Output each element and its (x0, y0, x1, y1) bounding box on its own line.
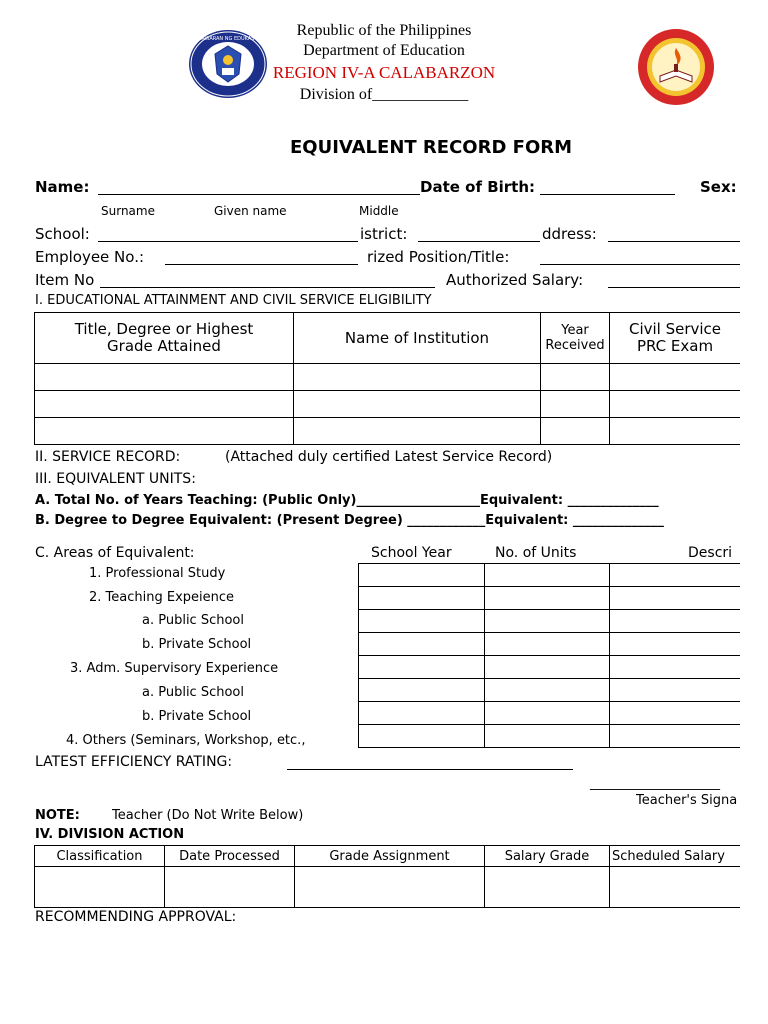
col-institution: Name of Institution (294, 313, 541, 364)
form-title: EQUIVALENT RECORD FORM (290, 137, 573, 158)
education-table (34, 312, 740, 445)
school-label: School: (35, 225, 90, 243)
name-field[interactable] (98, 194, 420, 195)
header-republic: Republic of the Philippines (296, 22, 472, 39)
area-item: a. Public School (142, 685, 244, 700)
area-item: 1. Professional Study (89, 566, 226, 581)
table-row (359, 633, 741, 656)
sex-label: Sex: (700, 178, 737, 196)
col-no-units: No. of Units (495, 545, 577, 561)
address-field[interactable] (608, 241, 740, 242)
table-row (359, 679, 741, 702)
col-salary-grade: Salary Grade (485, 846, 610, 867)
middle-caption: Middle (359, 204, 399, 218)
col-scheduled-salary: Scheduled Salary (610, 846, 741, 867)
signature-label: Teacher's Signa (636, 793, 738, 808)
area-item: a. Public School (142, 613, 244, 628)
salary-label: Authorized Salary: (446, 271, 584, 289)
dob-label: Date of Birth: (420, 178, 536, 196)
area-item: 2. Teaching Expeience (89, 590, 235, 605)
table-row (359, 725, 741, 748)
employee-no-field[interactable] (165, 264, 358, 265)
degree-equivalent-line: B. Degree to Degree Equivalent: (Present Degree) ____________Equivalent: ______________ (35, 513, 664, 528)
svg-text:KAGAWARAN NG EDUKASYON: KAGAWARAN NG EDUKASYON (191, 36, 265, 42)
col-grade-assignment: Grade Assignment (295, 846, 485, 867)
dob-field[interactable] (540, 194, 675, 195)
table-row (359, 564, 741, 587)
note-text: Teacher (Do Not Write Below) (112, 808, 304, 823)
district-label: istrict: (360, 225, 408, 243)
col-school-year: School Year (371, 545, 452, 561)
note-label: NOTE: (35, 808, 80, 823)
name-label: Name: (35, 178, 90, 196)
table-row (359, 702, 741, 725)
area-item: b. Private School (142, 709, 252, 724)
col-title-degree: Title, Degree or Highest Grade Attained (35, 313, 294, 364)
area-item: 4. Others (Seminars, Workshop, etc., (66, 733, 306, 748)
col-date-processed: Date Processed (165, 846, 295, 867)
table-row (35, 867, 741, 908)
area-item: 3. Adm. Supervisory Experience (70, 661, 279, 676)
school-field[interactable] (98, 241, 358, 242)
item-no-field[interactable] (100, 287, 435, 288)
years-teaching-line: A. Total No. of Years Teaching: (Public Only)___________________Equivalent: ______________ (35, 493, 659, 508)
efficiency-field[interactable] (287, 769, 573, 770)
area-item: b. Private School (142, 637, 252, 652)
col-description: Descri (688, 545, 733, 561)
table-row (35, 391, 741, 418)
header-division: Division of____________ (299, 86, 469, 103)
signature-line: ____________________ (590, 776, 720, 791)
section1-heading: I. EDUCATIONAL ATTAINMENT AND CIVIL SERVICE ELIGIBILITY (35, 293, 432, 308)
col-year-received: Year Received (541, 313, 610, 364)
areas-label: C. Areas of Equivalent: (35, 545, 195, 561)
position-label: rized Position/Title: (367, 248, 510, 266)
given-name-caption: Given name (214, 204, 287, 218)
table-row (359, 656, 741, 679)
division-action-table (34, 845, 740, 908)
surname-caption: Surname (101, 204, 155, 218)
recommending-approval: RECOMMENDING APPROVAL: (35, 909, 237, 925)
district-field[interactable] (418, 241, 540, 242)
address-label: ddress: (542, 225, 597, 243)
header-region: REGION IV-A CALABARZON (272, 63, 496, 82)
header-department: Department of Education (303, 42, 465, 59)
table-row (35, 364, 741, 391)
position-field[interactable] (540, 264, 740, 265)
salary-field[interactable] (608, 287, 740, 288)
col-classification: Classification (35, 846, 165, 867)
section2-heading: II. SERVICE RECORD: (35, 449, 181, 465)
col-civil-service: Civil Service PRC Exam (610, 313, 741, 364)
efficiency-label: LATEST EFFICIENCY RATING: (35, 754, 233, 770)
table-row (359, 587, 741, 610)
section4-heading: IV. DIVISION ACTION (35, 827, 185, 842)
item-no-label: Item No (35, 271, 95, 289)
equivalent-units-table (358, 563, 740, 748)
section2-note: (Attached duly certified Latest Service Record) (225, 449, 553, 465)
employee-no-label: Employee No.: (35, 248, 145, 266)
section3-heading: III. EQUIVALENT UNITS: (35, 471, 196, 487)
table-row (359, 610, 741, 633)
table-row (35, 418, 741, 445)
